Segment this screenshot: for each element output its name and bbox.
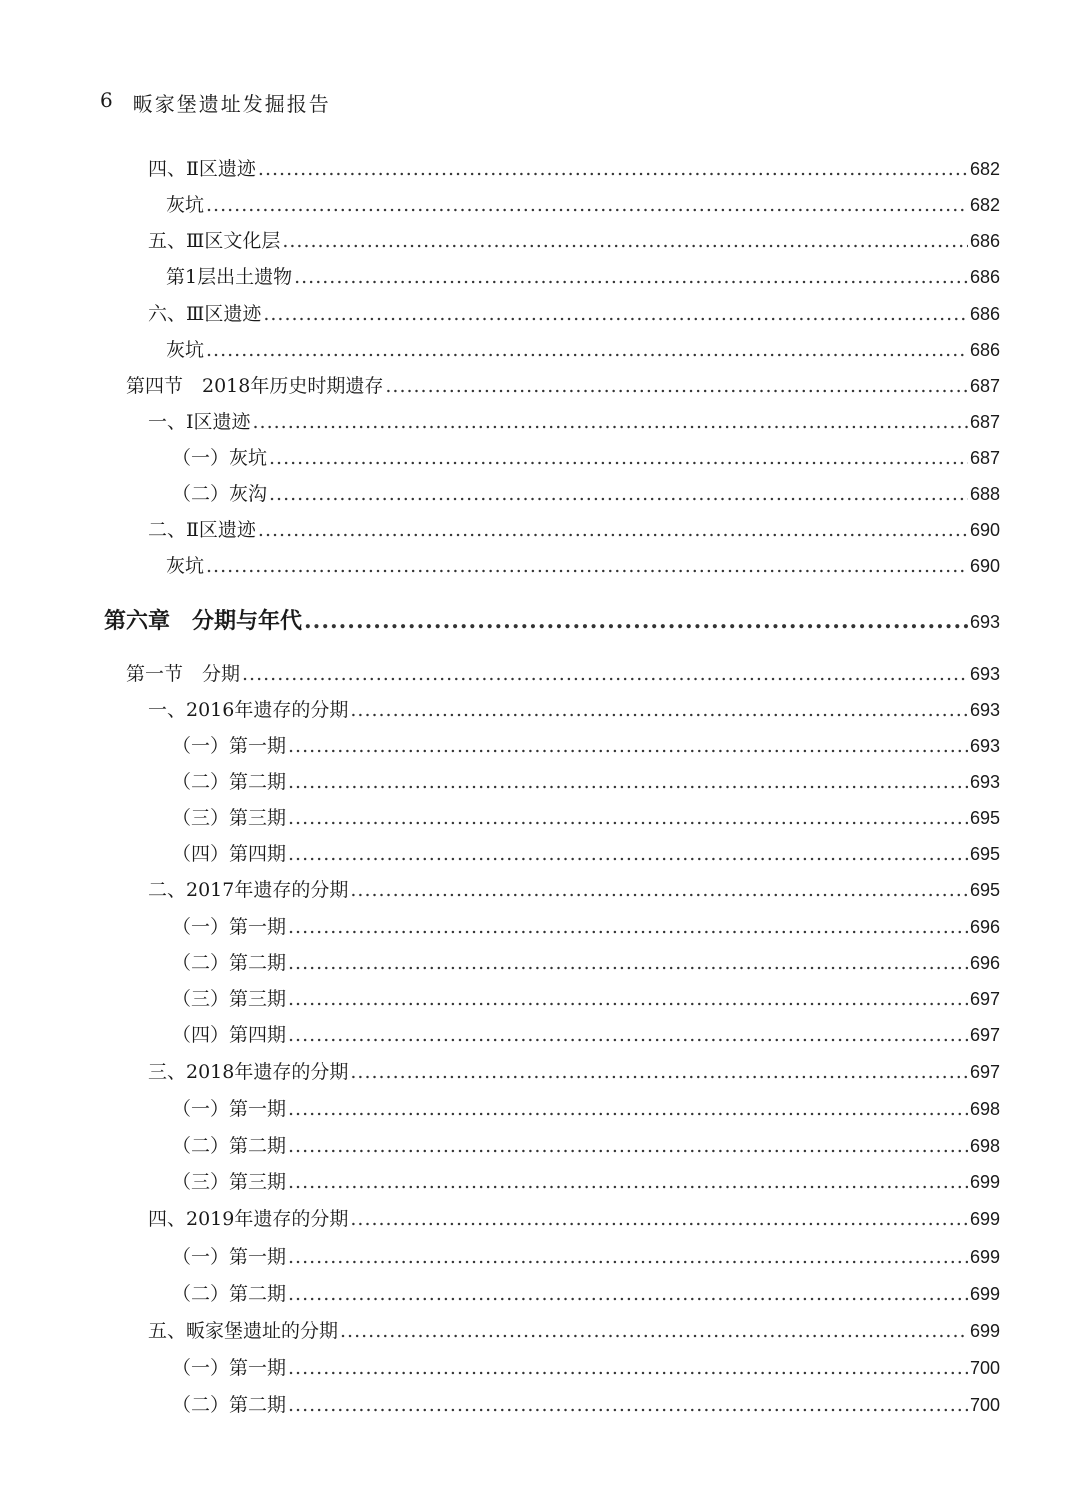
- toc-entry-label: 第1层出土遗物: [166, 266, 293, 288]
- toc-entry-page-number: 700: [969, 1395, 1000, 1415]
- toc-entry-label: 二、Ⅱ区遗迹: [148, 519, 256, 541]
- dot-leader: [206, 552, 968, 580]
- dot-leader: [288, 1391, 968, 1419]
- toc-entry-page-number: 687: [969, 412, 1000, 432]
- toc-entry: [0, 1132, 1000, 1160]
- toc-entry: [0, 444, 1000, 472]
- toc-entry-page-number: 686: [969, 267, 1000, 287]
- toc-entry: [0, 227, 1000, 255]
- toc-entry-label: 五、Ⅲ区文化层: [148, 230, 281, 252]
- toc-entry: [0, 1280, 1000, 1308]
- dot-leader: [288, 949, 968, 977]
- header-page-number: 6: [100, 88, 115, 112]
- toc-entry: [0, 1205, 1000, 1233]
- toc-entry-label: 六、Ⅲ区遗迹: [148, 303, 262, 325]
- dot-leader: [269, 480, 968, 508]
- dot-leader: [304, 607, 968, 635]
- toc-entry-label: 第四节 2018年历史时期遗存: [126, 375, 384, 397]
- toc-entry-label: （一）第一期: [172, 1098, 287, 1120]
- toc-entry: [0, 732, 1000, 760]
- toc-entry-label: （一）灰坑: [172, 447, 268, 469]
- toc-entry: [0, 985, 1000, 1013]
- toc-entry: [0, 336, 1000, 364]
- toc-entry-page-number: 695: [969, 880, 1000, 900]
- toc-entry: [0, 300, 1000, 328]
- toc-entry-label: （四）第四期: [172, 843, 287, 865]
- toc-entry-page-number: 693: [969, 700, 1000, 720]
- toc-entry-label: （三）第三期: [172, 1171, 287, 1193]
- toc-entry-page-number: 697: [969, 1062, 1000, 1082]
- dot-leader: [288, 1243, 968, 1271]
- toc-entry-page-number: 697: [969, 1025, 1000, 1045]
- toc-entry-label: （二）第二期: [172, 1135, 287, 1157]
- dot-leader: [242, 660, 968, 688]
- toc-entry-label: （三）第三期: [172, 807, 287, 829]
- dot-leader: [350, 876, 968, 904]
- toc-entry-label: （一）第一期: [172, 1357, 287, 1379]
- toc-entry-page-number: 699: [969, 1321, 1000, 1341]
- toc-entry: [0, 660, 1000, 688]
- toc-entry: [0, 516, 1000, 544]
- dot-leader: [288, 840, 968, 868]
- toc-entry: [0, 1391, 1000, 1419]
- toc-entry-page-number: 699: [969, 1247, 1000, 1267]
- dot-leader: [340, 1317, 968, 1345]
- toc-entry-page-number: 686: [969, 231, 1000, 251]
- toc-entry-page-number: 682: [969, 195, 1000, 215]
- toc-entry-label: 二、2017年遗存的分期: [148, 879, 349, 901]
- dot-leader: [258, 516, 968, 544]
- toc-entry-page-number: 693: [969, 664, 1000, 684]
- toc-entry-label: 四、Ⅱ区遗迹: [148, 158, 256, 180]
- toc-entry-page-number: 686: [969, 304, 1000, 324]
- dot-leader: [288, 732, 968, 760]
- toc-entry-label: 一、2016年遗存的分期: [148, 699, 349, 721]
- toc-entry: [0, 696, 1000, 724]
- dot-leader: [288, 1132, 968, 1160]
- toc-entry-page-number: 699: [969, 1284, 1000, 1304]
- dot-leader: [294, 263, 968, 291]
- dot-leader: [385, 372, 968, 400]
- toc-entry: [0, 913, 1000, 941]
- toc-entry-label: （二）灰沟: [172, 483, 268, 505]
- toc-entry-label: （一）第一期: [172, 916, 287, 938]
- toc-entry: [0, 768, 1000, 796]
- dot-leader: [258, 155, 968, 183]
- toc-entry-label: 灰坑: [166, 555, 205, 577]
- toc-entry: [0, 552, 1000, 580]
- toc-entry-label: 灰坑: [166, 194, 205, 216]
- toc-entry-label: （二）第二期: [172, 1394, 287, 1416]
- toc-entry: [0, 1354, 1000, 1382]
- toc-entry: [0, 840, 1000, 868]
- toc-entry: [0, 804, 1000, 832]
- toc-entry-label: （二）第二期: [172, 952, 287, 974]
- dot-leader: [288, 804, 968, 832]
- dot-leader: [288, 985, 968, 1013]
- dot-leader: [288, 1021, 968, 1049]
- dot-leader: [288, 768, 968, 796]
- toc-entry-label: 灰坑: [166, 339, 205, 361]
- toc-entry-page-number: 695: [969, 808, 1000, 828]
- toc-entry-page-number: 682: [969, 159, 1000, 179]
- toc-entry: [0, 1095, 1000, 1123]
- toc-entry: [0, 876, 1000, 904]
- toc-entry-page-number: 686: [969, 340, 1000, 360]
- dot-leader: [288, 1168, 968, 1196]
- dot-leader: [288, 1280, 968, 1308]
- toc-entry-page-number: 690: [969, 520, 1000, 540]
- toc-entry: [0, 607, 1000, 635]
- toc-entry-page-number: 696: [969, 917, 1000, 937]
- dot-leader: [350, 1205, 968, 1233]
- toc-entry-label: （一）第一期: [172, 1246, 287, 1268]
- dot-leader: [288, 913, 968, 941]
- toc-entry-label: （二）第二期: [172, 771, 287, 793]
- toc-entry: [0, 408, 1000, 436]
- toc-entry-label: 三、2018年遗存的分期: [148, 1061, 349, 1083]
- running-header: [100, 88, 331, 117]
- toc-entry: [0, 1021, 1000, 1049]
- toc-entry-page-number: 690: [969, 556, 1000, 576]
- dot-leader: [350, 1058, 968, 1086]
- dot-leader: [206, 336, 968, 364]
- dot-leader: [282, 227, 968, 255]
- toc-entry-page-number: 688: [969, 484, 1000, 504]
- toc-entry: [0, 1058, 1000, 1086]
- toc-entry-label: （三）第三期: [172, 988, 287, 1010]
- toc-entry-page-number: 687: [969, 376, 1000, 396]
- toc-entry-label: （一）第一期: [172, 735, 287, 757]
- toc-entry-page-number: 699: [969, 1209, 1000, 1229]
- toc-entry: [0, 949, 1000, 977]
- toc-entry: [0, 191, 1000, 219]
- dot-leader: [269, 444, 968, 472]
- toc-entry: [0, 1168, 1000, 1196]
- toc-entry-page-number: 697: [969, 989, 1000, 1009]
- toc-entry-page-number: 693: [969, 772, 1000, 792]
- toc-entry: [0, 155, 1000, 183]
- toc-entry-label: （二）第二期: [172, 1283, 287, 1305]
- toc-entry-label: 五、畈家堡遗址的分期: [148, 1320, 339, 1342]
- dot-leader: [288, 1354, 968, 1382]
- toc-entry-page-number: 693: [969, 612, 1000, 632]
- toc-entry-label: 第一节 分期: [126, 663, 241, 685]
- toc-entry: [0, 263, 1000, 291]
- dot-leader: [263, 300, 968, 328]
- toc-entry-page-number: 698: [969, 1136, 1000, 1156]
- toc-entry-label: （四）第四期: [172, 1024, 287, 1046]
- toc-entry-label: 第六章 分期与年代: [104, 608, 303, 634]
- toc-entry-label: 四、2019年遗存的分期: [148, 1208, 349, 1230]
- toc-entry-page-number: 696: [969, 953, 1000, 973]
- dot-leader: [288, 1095, 968, 1123]
- toc-entry: [0, 372, 1000, 400]
- toc-entry-page-number: 687: [969, 448, 1000, 468]
- toc-entry-page-number: 699: [969, 1172, 1000, 1192]
- toc-entry: [0, 1243, 1000, 1271]
- dot-leader: [206, 191, 968, 219]
- toc-entry-page-number: 693: [969, 736, 1000, 756]
- toc-entry: [0, 1317, 1000, 1345]
- toc-entry-page-number: 698: [969, 1099, 1000, 1119]
- toc-entry-page-number: 695: [969, 844, 1000, 864]
- header-book-title: 畈家堡遗址发掘报告: [132, 92, 331, 116]
- toc-entry-label: 一、Ⅰ区遗迹: [148, 411, 251, 433]
- toc-entry-page-number: 700: [969, 1358, 1000, 1378]
- dot-leader: [350, 696, 968, 724]
- dot-leader: [253, 408, 968, 436]
- toc-entry: [0, 480, 1000, 508]
